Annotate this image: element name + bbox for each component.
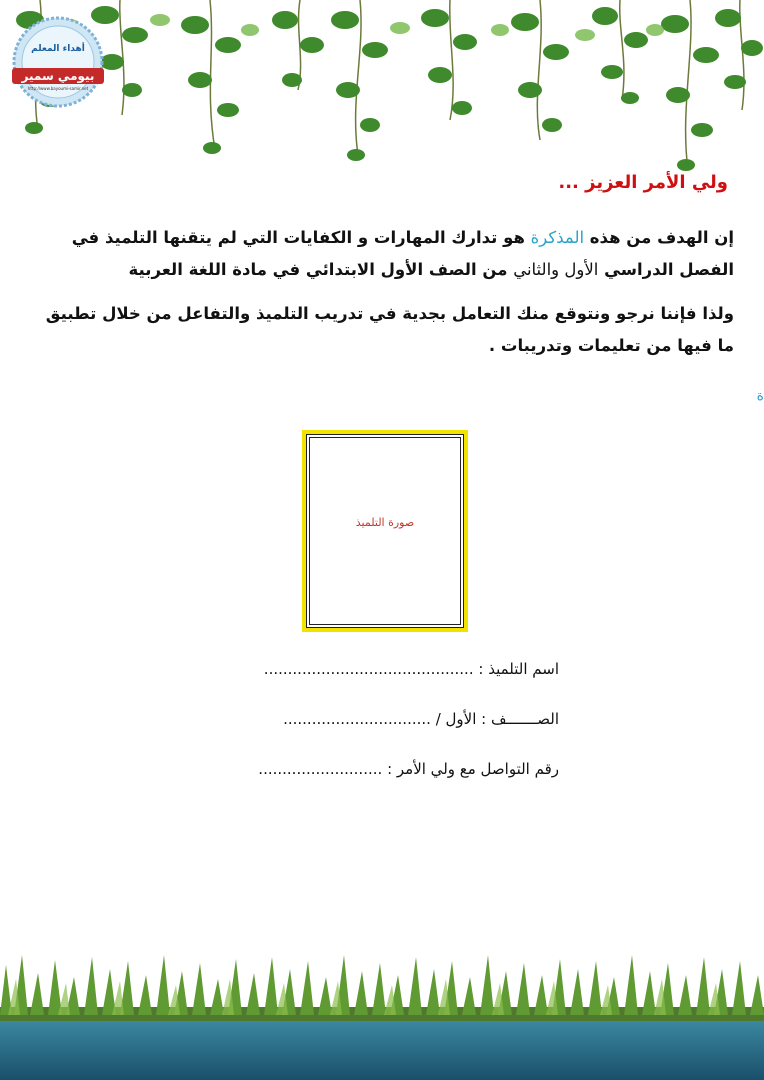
student-name-field[interactable] — [264, 660, 559, 678]
intro-text-2: هو تدارك المهارات و الكفايات التي لم يتقنها التلميذ في الفصل الدراسي — [71, 228, 734, 279]
badge-url: http://www.bayoumi-samir.net — [27, 86, 89, 91]
photo-inner-border — [309, 437, 461, 625]
badge-name: بيومي سمير — [21, 69, 95, 83]
student-photo-frame[interactable] — [302, 430, 468, 632]
class-label: الصـــــــف : الأول / — [435, 710, 559, 728]
class-field[interactable] — [283, 710, 559, 728]
greeting-heading: ولي الأمر العزيز ... — [558, 172, 728, 193]
contact-label: رقم التواصل مع ولي الأمر : — [387, 760, 559, 778]
contact-field[interactable] — [258, 760, 559, 778]
vine-decoration — [0, 0, 764, 180]
photo-label: صورة التلميذ — [355, 516, 415, 529]
request-paragraph: ولذا فإننا نرجو ونتوقع منك التعامل بجدية في تدريب التلميذ والتفاعل من خلال تطبيق ما فيها من تعليمات وتدريبات . — [45, 304, 734, 355]
badge-title: أهداء المعلم — [31, 44, 85, 54]
memo-keyword: المذكرة — [530, 228, 585, 247]
student-name-label: اسم التلميذ : — [478, 660, 559, 678]
intro-paragraph — [29, 222, 734, 286]
badge-seal-icon — [10, 14, 106, 110]
intro-text-3: من الصف الأول الابتدائي في مادة اللغة العربية — [128, 260, 514, 279]
teacher-badge — [10, 14, 106, 110]
edge-mark: ة — [756, 388, 764, 404]
grass-decoration — [0, 955, 764, 1080]
intro-text-1: إن الهدف من هذه — [584, 228, 734, 247]
semesters-text: الأول والثاني — [513, 260, 599, 279]
contact-dots: .......................... — [258, 760, 383, 778]
class-dots: ............................... — [283, 710, 431, 728]
student-name-dots: ............................................ — [263, 660, 474, 678]
